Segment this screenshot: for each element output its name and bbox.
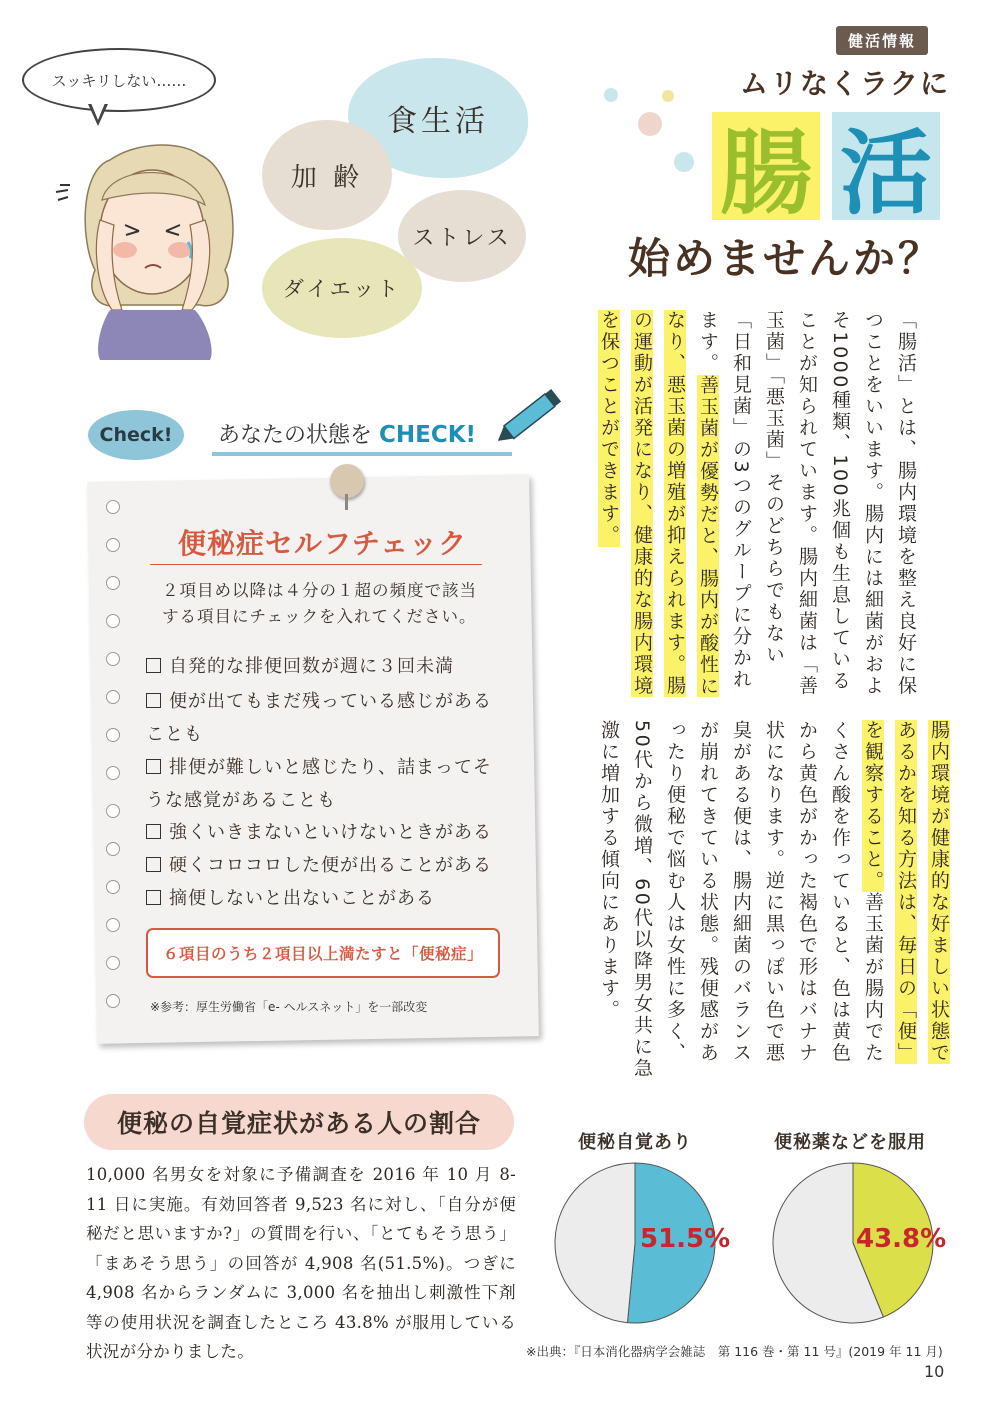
speech-text: スッキリしない…… — [51, 71, 187, 90]
stats-text: 10,000 名男女を対象に予備調査を 2016 年 10 月 8-11 日に実施。有効回答者 9,523 名に対し、「自分が便秘だと思いますか?」の質問を行い、「とてもそう思う」「まあそう思う」の回答が 4,908 名(51.5%)。つぎに 4,908 名からランダムに 3,000 名を抽出し刺激性下剤等の使用状況を調査したところ 43.8% が服用している状況が分かりました。 — [86, 1165, 516, 1361]
title-char-intestine — [712, 112, 820, 227]
stats-title: 便秘の自覚症状がある人の割合 — [84, 1094, 514, 1150]
check-item[interactable] — [146, 884, 435, 910]
check-title — [218, 418, 476, 449]
speech-bubble-tail-inner — [91, 103, 105, 120]
pencil-icon — [490, 382, 570, 452]
title-char-activity-text: 活 — [839, 120, 932, 227]
punch-hole — [106, 614, 120, 628]
pie-slice-rest — [555, 1163, 635, 1323]
article-para-4: 善玉菌が腸内でたくさん酸を作っていると、色は黄色から黄色がかった褐色で形はバナナ状になります。逆に黒っぽい色で悪臭がある便は、腸内細菌のバランスが崩れてきている状態。残便感があったり便秘で悩む人は女性に多く、50代から微増、60代以降男女共に急激に増加する傾向にあります。 — [598, 720, 884, 1080]
checkbox[interactable] — [146, 658, 161, 673]
check-item-text: 摘便しないと出ないことがある — [169, 888, 435, 909]
checkbox[interactable] — [146, 890, 161, 905]
cloud-stress — [398, 190, 526, 282]
check-item[interactable] — [146, 751, 506, 817]
cloud-label-aging: 加 齢 — [290, 162, 364, 193]
check-title-emph: CHECK! — [379, 422, 477, 448]
punch-hole — [106, 538, 120, 552]
category-tag: 健活情報 — [836, 26, 928, 55]
pie-value-1: 51.5% — [640, 1224, 731, 1254]
article-para-2: 善玉菌が優勢だと、腸内が酸性になり、悪玉菌の増殖が抑えられます。腸の運動が活発になり、健康的な腸内環境を保つことができます。 — [598, 310, 719, 697]
checkbox[interactable] — [146, 824, 161, 839]
punch-hole — [106, 576, 120, 590]
check-item-text: 強くいきまないといけないときがある — [169, 822, 492, 843]
decor-dot — [604, 88, 618, 102]
headline: 始めませんか？ — [628, 234, 944, 283]
card-title-rule — [150, 564, 482, 565]
result-box — [146, 928, 500, 978]
reference-note: ※参考：厚生労働省「e- ヘルスネット」を一部改変 — [150, 1000, 428, 1014]
cloud-label-dieting: ダイエット — [282, 277, 402, 301]
checkbox[interactable] — [146, 759, 161, 774]
punch-hole — [106, 842, 120, 856]
cloud-dieting — [262, 238, 422, 338]
cloud-label-stress: ストレス — [412, 225, 512, 251]
check-item[interactable] — [146, 818, 492, 844]
source-note: ※出典：『日本消化器病学会雑誌 第 116 巻・第 11 号』(2019 年 11 月) — [526, 1344, 943, 1359]
check-item[interactable] — [146, 652, 454, 678]
punch-hole — [106, 500, 120, 514]
check-underline — [212, 452, 512, 456]
pie-title-1: 便秘自覚あり — [578, 1132, 692, 1153]
punch-hole — [106, 804, 120, 818]
cloud-label-diet: 食生活 — [387, 104, 489, 139]
decor-dot — [674, 152, 694, 172]
punch-hole — [106, 728, 120, 742]
checkbox[interactable] — [146, 693, 161, 708]
check-item-text: 排便が難しいと感じたり、詰まってそうな感覚があることも — [146, 757, 492, 811]
check-badge: Check! — [88, 410, 184, 460]
cloud-aging — [262, 120, 392, 230]
decor-dot — [638, 112, 662, 136]
punch-hole — [106, 766, 120, 780]
title-char-activity — [832, 112, 940, 227]
check-item[interactable] — [146, 851, 492, 877]
punch-hole — [106, 918, 120, 932]
result-text: ６項目のうち２項目以上満たすと「便秘症」 — [162, 945, 483, 963]
woman-illustration — [40, 120, 270, 360]
pushpin-stem — [345, 494, 348, 510]
card-description: ２項目め以降は４分の１超の頻度で該当する項目にチェックを入れてください。 — [162, 581, 477, 626]
pushpin-icon — [330, 464, 364, 498]
check-item-text: 便が出てもまだ残っている感じがあることも — [146, 691, 492, 745]
pie-value-2: 43.8% — [856, 1224, 947, 1254]
article-upper — [592, 310, 922, 700]
pie-title-2: 便秘薬などを服用 — [774, 1132, 926, 1153]
check-title-prefix: あなたの状態を — [218, 423, 373, 448]
title-char-intestine-text: 腸 — [719, 120, 812, 227]
punch-hole — [106, 880, 120, 894]
page-number: 10 — [924, 1362, 945, 1381]
punch-hole — [106, 994, 120, 1008]
check-item-text: 自発的な排便回数が週に３回未満 — [169, 656, 454, 677]
check-item[interactable] — [146, 685, 506, 751]
punch-hole — [106, 652, 120, 666]
article-lower — [592, 720, 955, 1080]
punch-hole — [106, 956, 120, 970]
card-title: 便秘症セルフチェック — [178, 527, 468, 560]
article-para-3: 腸内環境が健康的な好ましい状態であるかを知る方法は、毎日の「便」を観察すること。 — [862, 720, 950, 1064]
speech-bubble — [22, 48, 216, 112]
subtitle: ムリなくラクに — [740, 67, 951, 100]
decor-dot — [662, 90, 674, 102]
checkbox[interactable] — [146, 857, 161, 872]
punch-hole — [106, 690, 120, 704]
article-para-1: 「腸活」とは、腸内環境を整え良好に保つことをいいます。腸内には細菌がおよそ1000種類、100兆個も生息していることが知られています。腸内細菌は「善玉菌」「悪玉菌」そのどちらでもない「日和見菌」の3つのグループに分かれます。 — [697, 310, 917, 697]
check-item-text: 硬くコロコロした便が出ることがある — [169, 855, 492, 876]
